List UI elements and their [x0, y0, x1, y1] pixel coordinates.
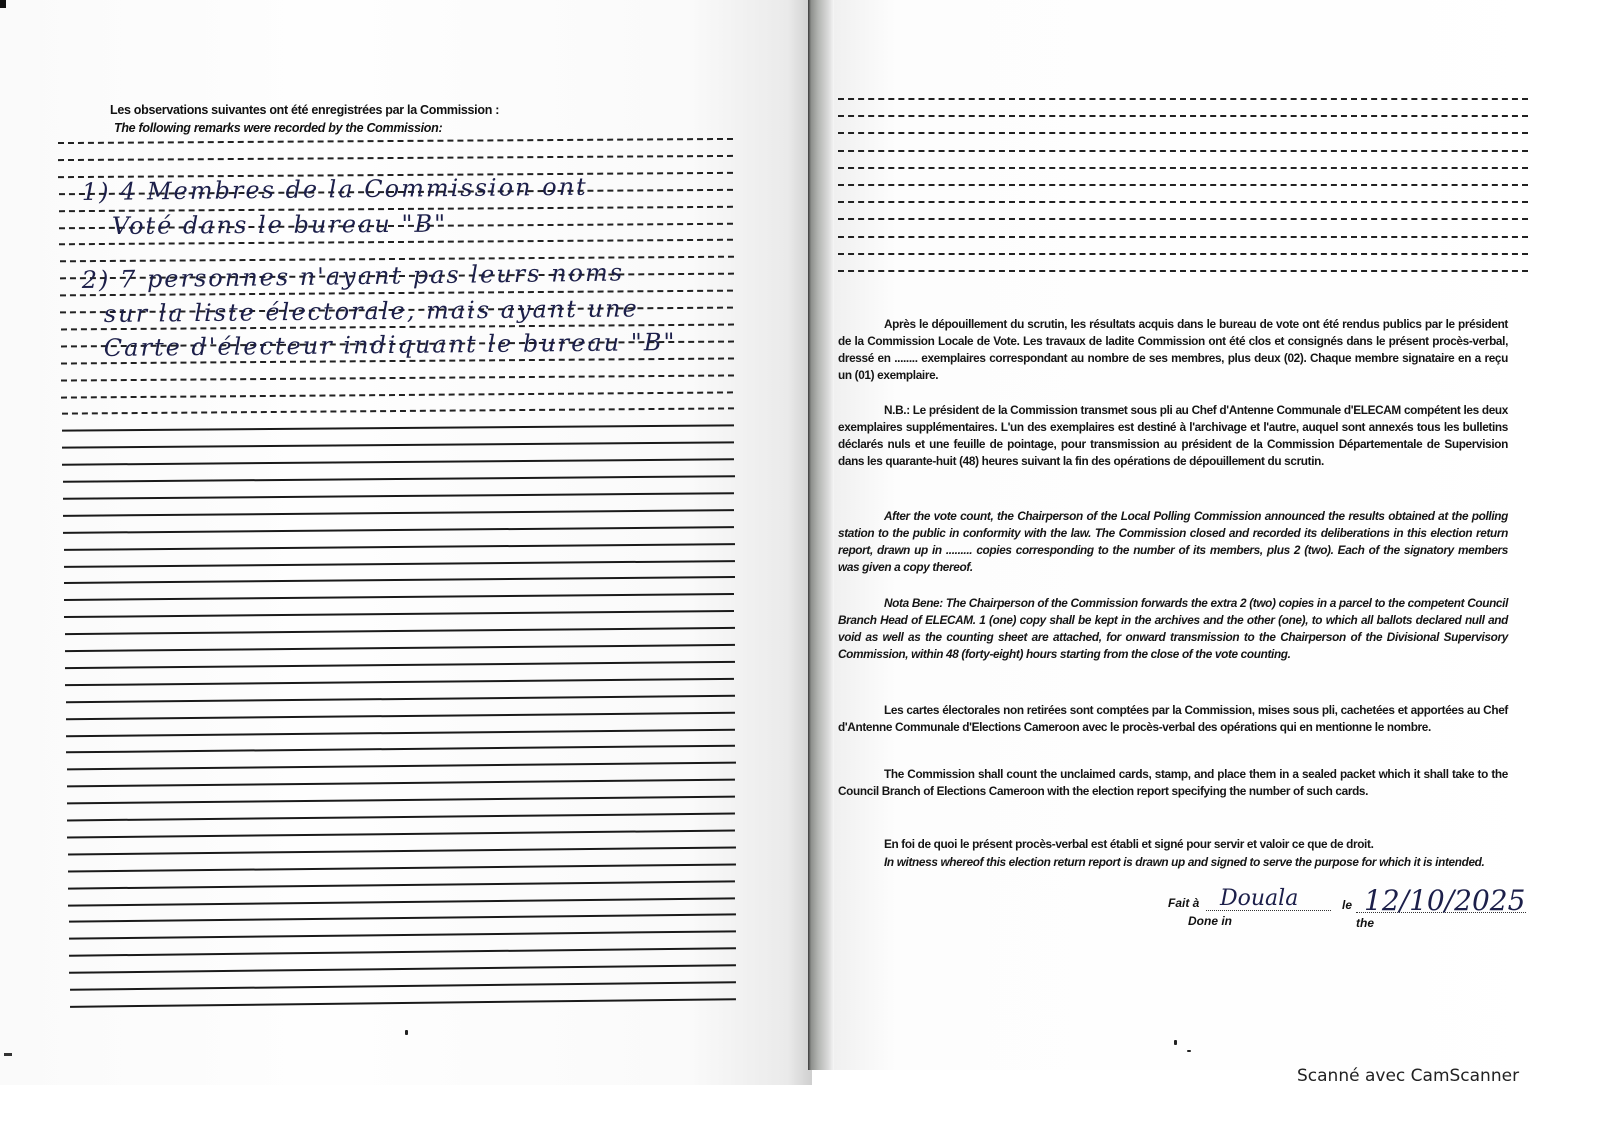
handwritten-remark-line: Voté dans le bureau "B" [111, 209, 448, 240]
scan-speck [1187, 1050, 1191, 1052]
handwritten-remark-line: sur la liste électorale, mais ayant une [103, 294, 639, 328]
paragraph-cards-en: The Commission shall count the unclaimed cards, stamp, and place them in a sealed packet which it shall take to the Council Branch of Elections Cameroon with the election report specifying the number of such cards. [838, 767, 1508, 798]
handwritten-date: 12/10/2025 [1364, 884, 1526, 917]
ruled-line [838, 236, 1528, 238]
scan-edge-mark [4, 1053, 12, 1056]
handwritten-remark-line: Carte d'électeur indiquant le bureau "B" [103, 328, 677, 362]
ruled-line [838, 167, 1528, 169]
observations-heading-en: The following remarks were recorded by the Commission: [114, 121, 443, 135]
signature-block [1168, 884, 1548, 930]
camscanner-watermark: Scanné avec CamScanner [1297, 1066, 1520, 1086]
place-label-fr: Fait à [1168, 896, 1200, 910]
ruled-line [838, 98, 1528, 100]
scan-speck [1174, 1040, 1177, 1045]
paragraph-results-en: After the vote count, the Chairperson of the Local Polling Commission announced the results obtained at the polling station to the public in conformity with the law. The Commission closed and recorded its deliberations in this election return report, drawn up in ......... copies corresponding to the number of its members, plus 2 (two). Each of the signatory members was given a copy thereof. [838, 509, 1508, 574]
handwritten-remark-line: 1) 4 Membres de la Commission ont [81, 172, 588, 206]
ruled-line [838, 150, 1528, 152]
date-label-fr: le [1342, 898, 1353, 912]
paragraph-cards-fr: Les cartes électorales non retirées sont comptées par la Commission, mises sous pli, cachetées et apportées au Chef d'Antenne Communale d'Elections Cameroon avec le procès-verbal des opérations qui en mentionne le nombre. [838, 703, 1508, 734]
ruled-line [838, 270, 1528, 272]
ruled-line [838, 218, 1528, 220]
place-label-en: Done in [1188, 914, 1232, 928]
book-gutter [808, 0, 834, 1070]
paragraph-nota-bene-en: Nota Bene: The Chairperson of the Commission forwards the extra 2 (two) copies in a parcel to the competent Council Branch Head of ELECAM. 1 (one) copy shall be kept in the archives and the other (one), to which all ballots declared null and void as well as the counting sheet are attached, for onward transmission to the Chairperson of the Divisional Supervisory Commission, within 48 (forty-eight) hours starting from the close of the vote counting. [838, 596, 1508, 661]
paragraph-witness-en: In witness whereof this election return report is drawn up and signed to serve the purpose for which it is intended. [884, 855, 1485, 869]
paragraph-witness-fr: En foi de quoi le présent procès-verbal est établi et signé pour servir et valoir ce que de droit. [884, 837, 1374, 851]
scan-corner-mark [0, 0, 6, 8]
ruled-line [838, 253, 1528, 255]
ruled-line [838, 184, 1528, 186]
handwritten-remark-line: 2) 7 personnes n'ayant pas leurs noms [81, 258, 625, 294]
handwritten-place: Douala [1220, 886, 1299, 911]
observations-heading-fr: Les observations suivantes ont été enregistrées par la Commission : [110, 103, 500, 117]
date-label-en: the [1356, 916, 1374, 930]
ruled-line [838, 132, 1528, 134]
paragraph-nb-fr: N.B.: Le président de la Commission transmet sous pli au Chef d'Antenne Communale d'ELECAM compétent les deux exemplaires supplémentaires. L'un des exemplaires est destiné à l'archivage et l'autre, auquel sont annexés tous les bulletins déclarés nuls et une feuille de pointage, pour transmission au président de la Commission Départementale de Supervision dans les quarante-huit (48) heures suivant la fin des opérations de dépouillement du scrutin. [838, 403, 1508, 468]
ruled-line [838, 115, 1528, 117]
paragraph-results-fr: Après le dépouillement du scrutin, les résultats acquis dans le bureau de vote ont été rendus publics par le président de la Commission Locale de Vote. Les travaux de ladite Commission ont été clos et consignés dans le présent procès-verbal, dressé en ........ exemplaires correspondant au nombre de ses membres, plus deux (02). Chaque membre signataire en a reçu un (01) exemplaire. [838, 317, 1508, 382]
scan-speck [405, 1030, 408, 1035]
ruled-line [838, 201, 1528, 203]
